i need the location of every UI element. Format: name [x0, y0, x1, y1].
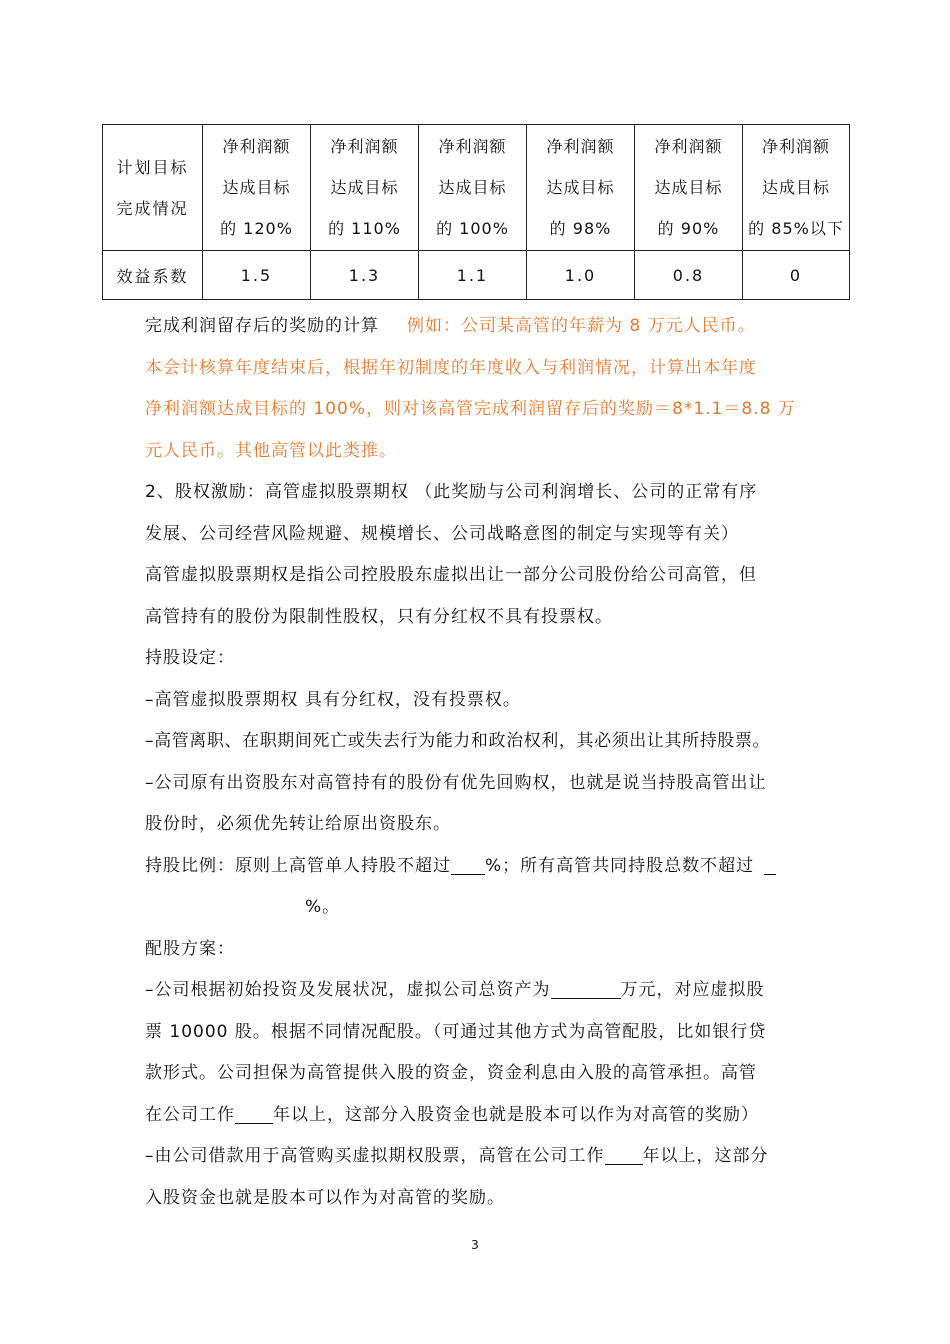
paragraph-line: 高管虚拟股票期权是指公司控股股东虚拟出让一部分公司股份给公司高管，但 [145, 565, 757, 585]
paragraph-line: 在公司工作 年以上，这部分入股资金也就是股本可以作为对高管的奖励） [145, 1104, 759, 1125]
header-cell: 净利润额 达成目标 的 90% [635, 125, 743, 251]
coef-label-cell: 效益系数 [103, 251, 203, 300]
paragraph-line: 发展、公司经营风险规避、规模增长、公司战略意图的制定与实现等有关） [145, 523, 739, 544]
list-item: –高管虚拟股票期权 具有分红权，没有投票权。 [145, 689, 521, 710]
paragraph-line: 股份时，必须优先转让给原出资股东。 [145, 814, 451, 834]
fill-blank [235, 1103, 273, 1124]
list-item: –由公司借款用于高管购买虚拟期权股票，高管在公司工作 年以上，这部分 [145, 1146, 769, 1166]
paragraph-line: 入股资金也就是股本可以作为对高管的奖励。 [145, 1187, 505, 1208]
paragraph-line: 高管持有的股份为限制性股权，只有分红权不具有投票权。 [145, 606, 613, 627]
list-item: –高管离职、在职期间死亡或失去行为能力和政治权利，其必须出让其所持股票。 [145, 731, 771, 751]
header-cell: 净利润额 达成目标 的 110% [311, 125, 419, 251]
paragraph-line: %。 [305, 897, 341, 917]
coef-cell: 1.0 [527, 251, 635, 300]
fill-blank [764, 854, 776, 875]
paragraph-line: 持股比例：原则上高管单人持股不超过 %；所有高管共同持股总数不超过 [145, 846, 810, 888]
coef-cell: 0 [743, 251, 850, 300]
fill-blank [605, 1144, 643, 1165]
table-row [103, 125, 850, 251]
paragraph-line: 票 10000 股。根据不同情况配股。（可通过其他方式为高管配股，比如银行贷 [145, 1021, 767, 1042]
coef-cell: 1.5 [203, 251, 311, 300]
header-cell: 净利润额 达成目标 的 85%以下 [743, 125, 850, 251]
example-line: 本会计核算年度结束后，根据年初制度的年度收入与利润情况，计算出本年度 [145, 357, 757, 378]
header-cell: 净利润额 达成目标 的 120% [203, 125, 311, 251]
example-text: 例如：公司某高管的年薪为 8 万元人民币。 [407, 316, 756, 336]
section-heading: 2、股权激励：高管虚拟股票期权 （此奖励与公司利润增长、公司的正常有序 [145, 482, 758, 502]
example-line: 净利润额达成目标的 100%，则对该高管完成利润留存后的奖励＝8*1.1＝8.8 万 [145, 399, 796, 419]
fill-blank [451, 854, 485, 875]
bonus-coefficient-table [102, 124, 850, 300]
coef-cell: 1.1 [419, 251, 527, 300]
paragraph-line: 完成利润留存后的奖励的计算 例如：公司某高管的年薪为 8 万元人民币。 [145, 316, 756, 336]
subheading: 持股设定： [145, 648, 235, 668]
table-row [103, 251, 850, 300]
paragraph-line: 款形式。公司担保为高管提供入股的资金，资金利息由入股的高管承担。高管 [145, 1063, 757, 1083]
header-cell: 净利润额 达成目标 的 100% [419, 125, 527, 251]
coef-cell: 1.3 [311, 251, 419, 300]
header-cell: 净利润额 达成目标 的 98% [527, 125, 635, 251]
row-label-cell: 计划目标 完成情况 [103, 125, 203, 251]
fill-blank [551, 978, 621, 999]
page-number: 3 [471, 1238, 479, 1252]
body-text [145, 306, 810, 1219]
coef-cell: 0.8 [635, 251, 743, 300]
list-item: –公司根据初始投资及发展状况，虚拟公司总资产为 万元，对应虚拟股 [145, 980, 765, 1000]
example-line: 元人民币。其他高管以此类推。 [145, 440, 397, 461]
subheading: 配股方案： [145, 938, 235, 959]
list-item: –公司原有出资股东对高管持有的股份有优先回购权，也就是说当持股高管出让 [145, 772, 767, 793]
